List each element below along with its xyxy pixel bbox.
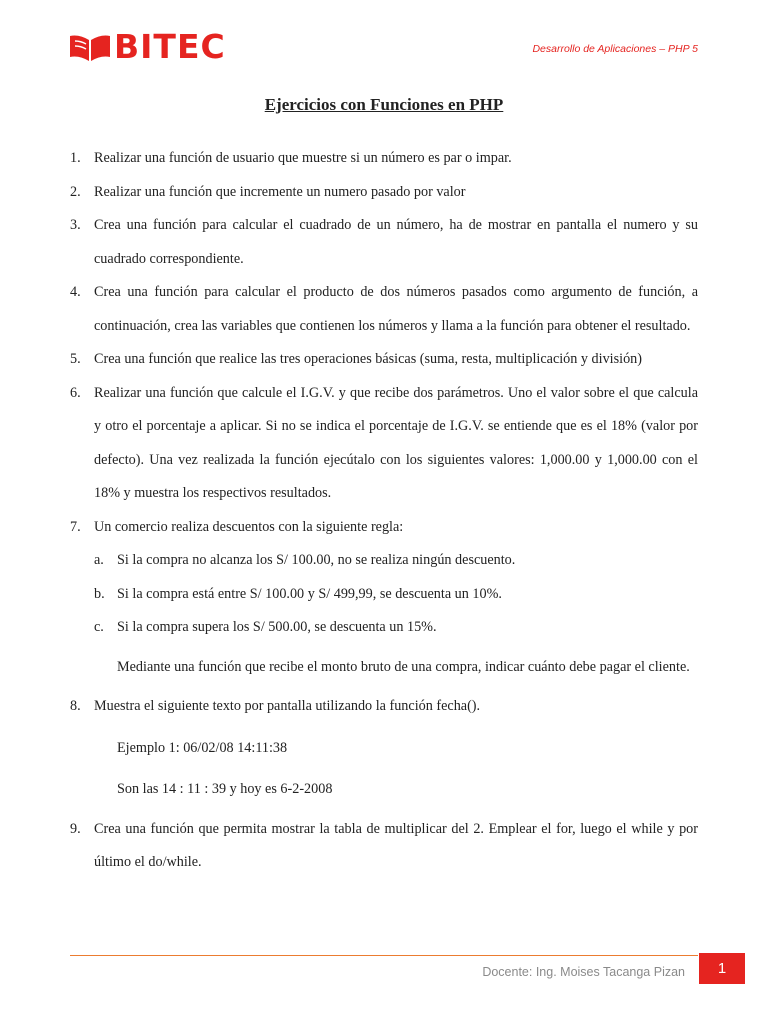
sub-item-text: Si la compra supera los S/ 500.00, se descuenta un 15%. [117, 619, 437, 635]
item-text: Un comercio realiza descuentos con la siguiente regla: [94, 518, 404, 535]
item-text: Crea una función que realice las tres operaciones básicas (suma, resta, multiplicación y división) [94, 351, 642, 367]
list-item [70, 343, 698, 377]
exercise-list [70, 142, 698, 880]
sub-item-text: Si la compra está entre S/ 100.00 y S/ 499,99, se descuenta un 10%. [117, 585, 502, 602]
list-item [70, 377, 698, 511]
page-number-badge [699, 953, 745, 984]
list-item [70, 209, 698, 276]
list-item [70, 142, 698, 176]
course-title: Desarrollo de Aplicaciones – PHP 5 [532, 43, 698, 55]
item-text: Realizar una función que incremente un numero pasado por valor [94, 183, 466, 200]
item-number: 4. [70, 284, 81, 300]
item-text: Crea una función que permita mostrar la tabla de multiplicar del 2. Emplear el for, luego el while y por último el do/while. [94, 820, 698, 870]
sub-list-item [70, 578, 698, 612]
sub-list-item [70, 544, 698, 578]
teacher-name: Docente: Ing. Moises Tacanga Pizan [482, 965, 685, 979]
item-text: Crea una función para calcular el cuadrado de un número, ha de mostrar en pantalla el numero y su cuadrado correspondiente. [94, 217, 698, 267]
item-number: 8. [70, 698, 81, 714]
bitec-logo [69, 27, 226, 66]
item-text: Crea una función para calcular el producto de dos números pasados como argumento de función, a continuación, crea las variables que contienen los números y llama a la función para obtener el resultado. [94, 284, 698, 334]
list-item [70, 690, 698, 724]
sub-item-text: Si la compra no alcanza los S/ 100.00, no se realiza ningún descuento. [117, 552, 516, 568]
item-number: 9. [70, 820, 81, 837]
item-number: 1. [70, 150, 81, 166]
item-number: 7. [70, 518, 81, 535]
logo-text: BITEC [114, 27, 226, 66]
page-title: Ejercicios con Funciones en PHP [264, 95, 504, 114]
open-book-logo-icon [69, 32, 111, 62]
page-number: 1 [717, 960, 727, 977]
item-number: 3. [70, 217, 81, 233]
item-number: 5. [70, 351, 81, 367]
sub-item-label: b. [94, 585, 105, 602]
sub-list-item [70, 611, 698, 645]
list-item [70, 813, 698, 880]
example-line: Son las 14 : 11 : 39 y hoy es 6-2-2008 [117, 781, 333, 797]
item-text: Muestra el siguiente texto por pantalla utilizando la función fecha(). [94, 698, 481, 714]
sub-item-label: a. [94, 552, 104, 568]
list-item [70, 176, 698, 210]
footer-divider [70, 955, 698, 956]
example-line: Ejemplo 1: 06/02/08 14:11:38 [117, 739, 288, 756]
list-item [70, 276, 698, 343]
item-text: Realizar una función de usuario que muestre si un número es par o impar. [94, 150, 512, 166]
sub-item-label: c. [94, 619, 104, 635]
list-item [70, 511, 698, 545]
rules-note: Mediante una función que recibe el monto bruto de una compra, indicar cuánto debe pagar el cliente. [117, 658, 690, 675]
item-number: 2. [70, 183, 81, 200]
item-text: Realizar una función que calcule el I.G.V. y que recibe dos parámetros. Uno el valor sobre el que calcula y otro el porcentaje a aplicar. Si no se indica el porcentaje de I.G.V. se entiende que es el 18% (valor por defecto). Una vez realizada la función ejecútalo con los siguientes valores: 1,000.00 y 1,000.00 con el 18% y muestra los respectivos resultados. [94, 384, 698, 501]
item-number: 6. [70, 384, 81, 401]
